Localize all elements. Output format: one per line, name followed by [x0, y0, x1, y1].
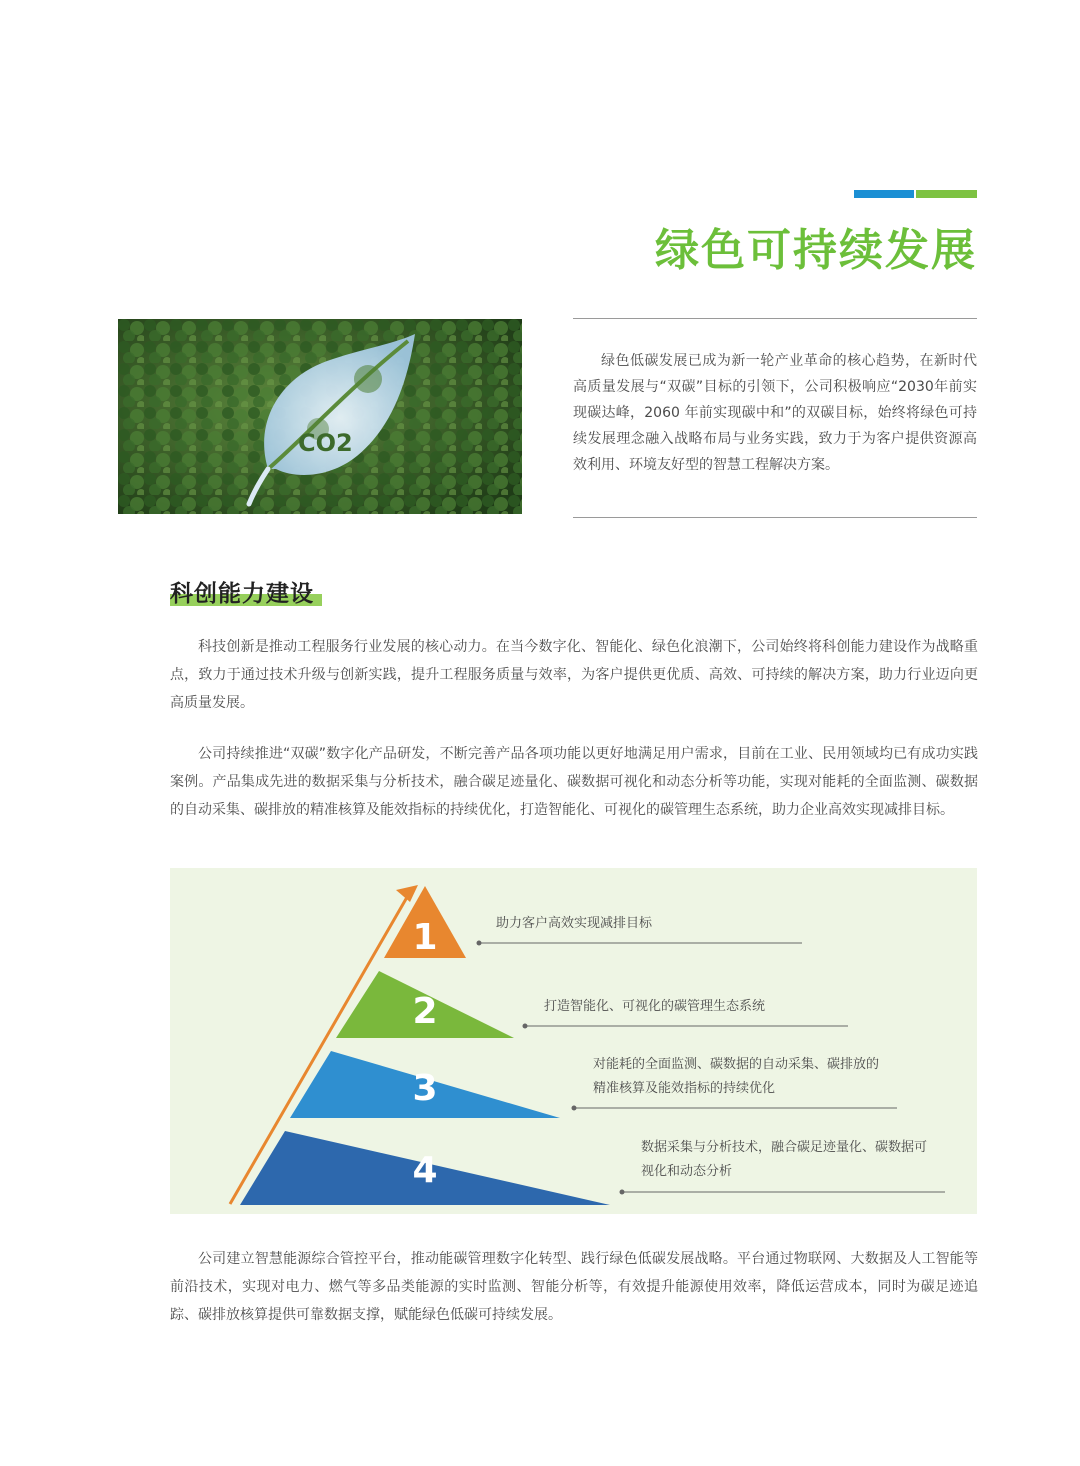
- level-1-number: 1: [412, 917, 438, 958]
- section-heading-text: 科创能力建设: [170, 581, 314, 607]
- title-accent-bar: [854, 190, 977, 198]
- paragraph-3: 公司建立智慧能源综合管控平台，推动能碳管理数字化转型、践行绿色低碳发展战略。平台通过物联网、大数据及人工智能等前沿技术，实现对电力、燃气等多品类能源的实时监测、智能分析等，有效提升能源使用效率，降低运营成本，同时为碳足迹追踪、碳排放核算提供可靠数据支撑，赋能绿色低碳可持续发展。: [170, 1251, 978, 1323]
- paragraph-2: 公司持续推进“双碳”数字化产品研发，不断完善产品各项功能以更好地满足用户需求，目前在工业、民用领域均已有成功实践案例。产品集成先进的数据采集与分析技术，融合碳足迹量化、碳数据可视化和动态分析等功能，实现对能耗的全面监测、碳数据的自动采集、碳排放的精准核算及能效指标的持续优化，打造智能化、可视化的碳管理生态系统，助力企业高效实现减排目标。: [170, 746, 978, 818]
- co2-text: CO2: [298, 429, 353, 457]
- level-3-label: 对能耗的全面监测、碳数据的自动采集、碳排放的精准核算及能效指标的持续优化: [593, 1057, 880, 1096]
- level-1-bullet: [477, 941, 482, 946]
- level-2-bullet: [523, 1024, 528, 1029]
- intro-bottom-rule: [573, 517, 977, 518]
- section-heading: [170, 575, 314, 608]
- level-2-label: 打造智能化、可视化的碳管理生态系统: [544, 999, 766, 1014]
- level-3-number: 3: [412, 1068, 438, 1109]
- page-title: 绿色可持续发展: [655, 225, 977, 276]
- level-4-bullet: [620, 1190, 625, 1195]
- accent-bar-green: [916, 190, 977, 198]
- level-4-label: 数据采集与分析技术，融合碳足迹量化、碳数据可视化和动态分析: [641, 1140, 928, 1179]
- level-3-bullet: [572, 1106, 577, 1111]
- paragraph-1: 科技创新是推动工程服务行业发展的核心动力。在当今数字化、智能化、绿色化浪潮下，公司始终将科创能力建设作为战略重点，致力于通过技术升级与创新实践，提升工程服务质量与效率，为客户提供更优质、高效、可持续的解决方案，助力行业迈向更高质量发展。: [170, 639, 978, 711]
- level-4-number: 4: [412, 1150, 438, 1191]
- forest-leaf-co2-image: [118, 319, 522, 514]
- level-1-label: 助力客户高效实现减排目标: [496, 916, 653, 931]
- intro-paragraph: 绿色低碳发展已成为新一轮产业革命的核心趋势，在新时代高质量发展与“双碳”目标的引领下，公司积极响应“2030年前实现碳达峰，2060 年前实现碳中和”的双碳目标，始终将绿色可持续发展理念融入战略布局与业务实践，致力于为客户提供资源高效利用、环境友好型的智慧工程解决方案。: [573, 353, 977, 473]
- intro-top-rule: [573, 318, 977, 319]
- accent-bar-blue: [854, 190, 914, 198]
- level-2-number: 2: [412, 991, 438, 1032]
- pyramid-diagram: [170, 868, 977, 1214]
